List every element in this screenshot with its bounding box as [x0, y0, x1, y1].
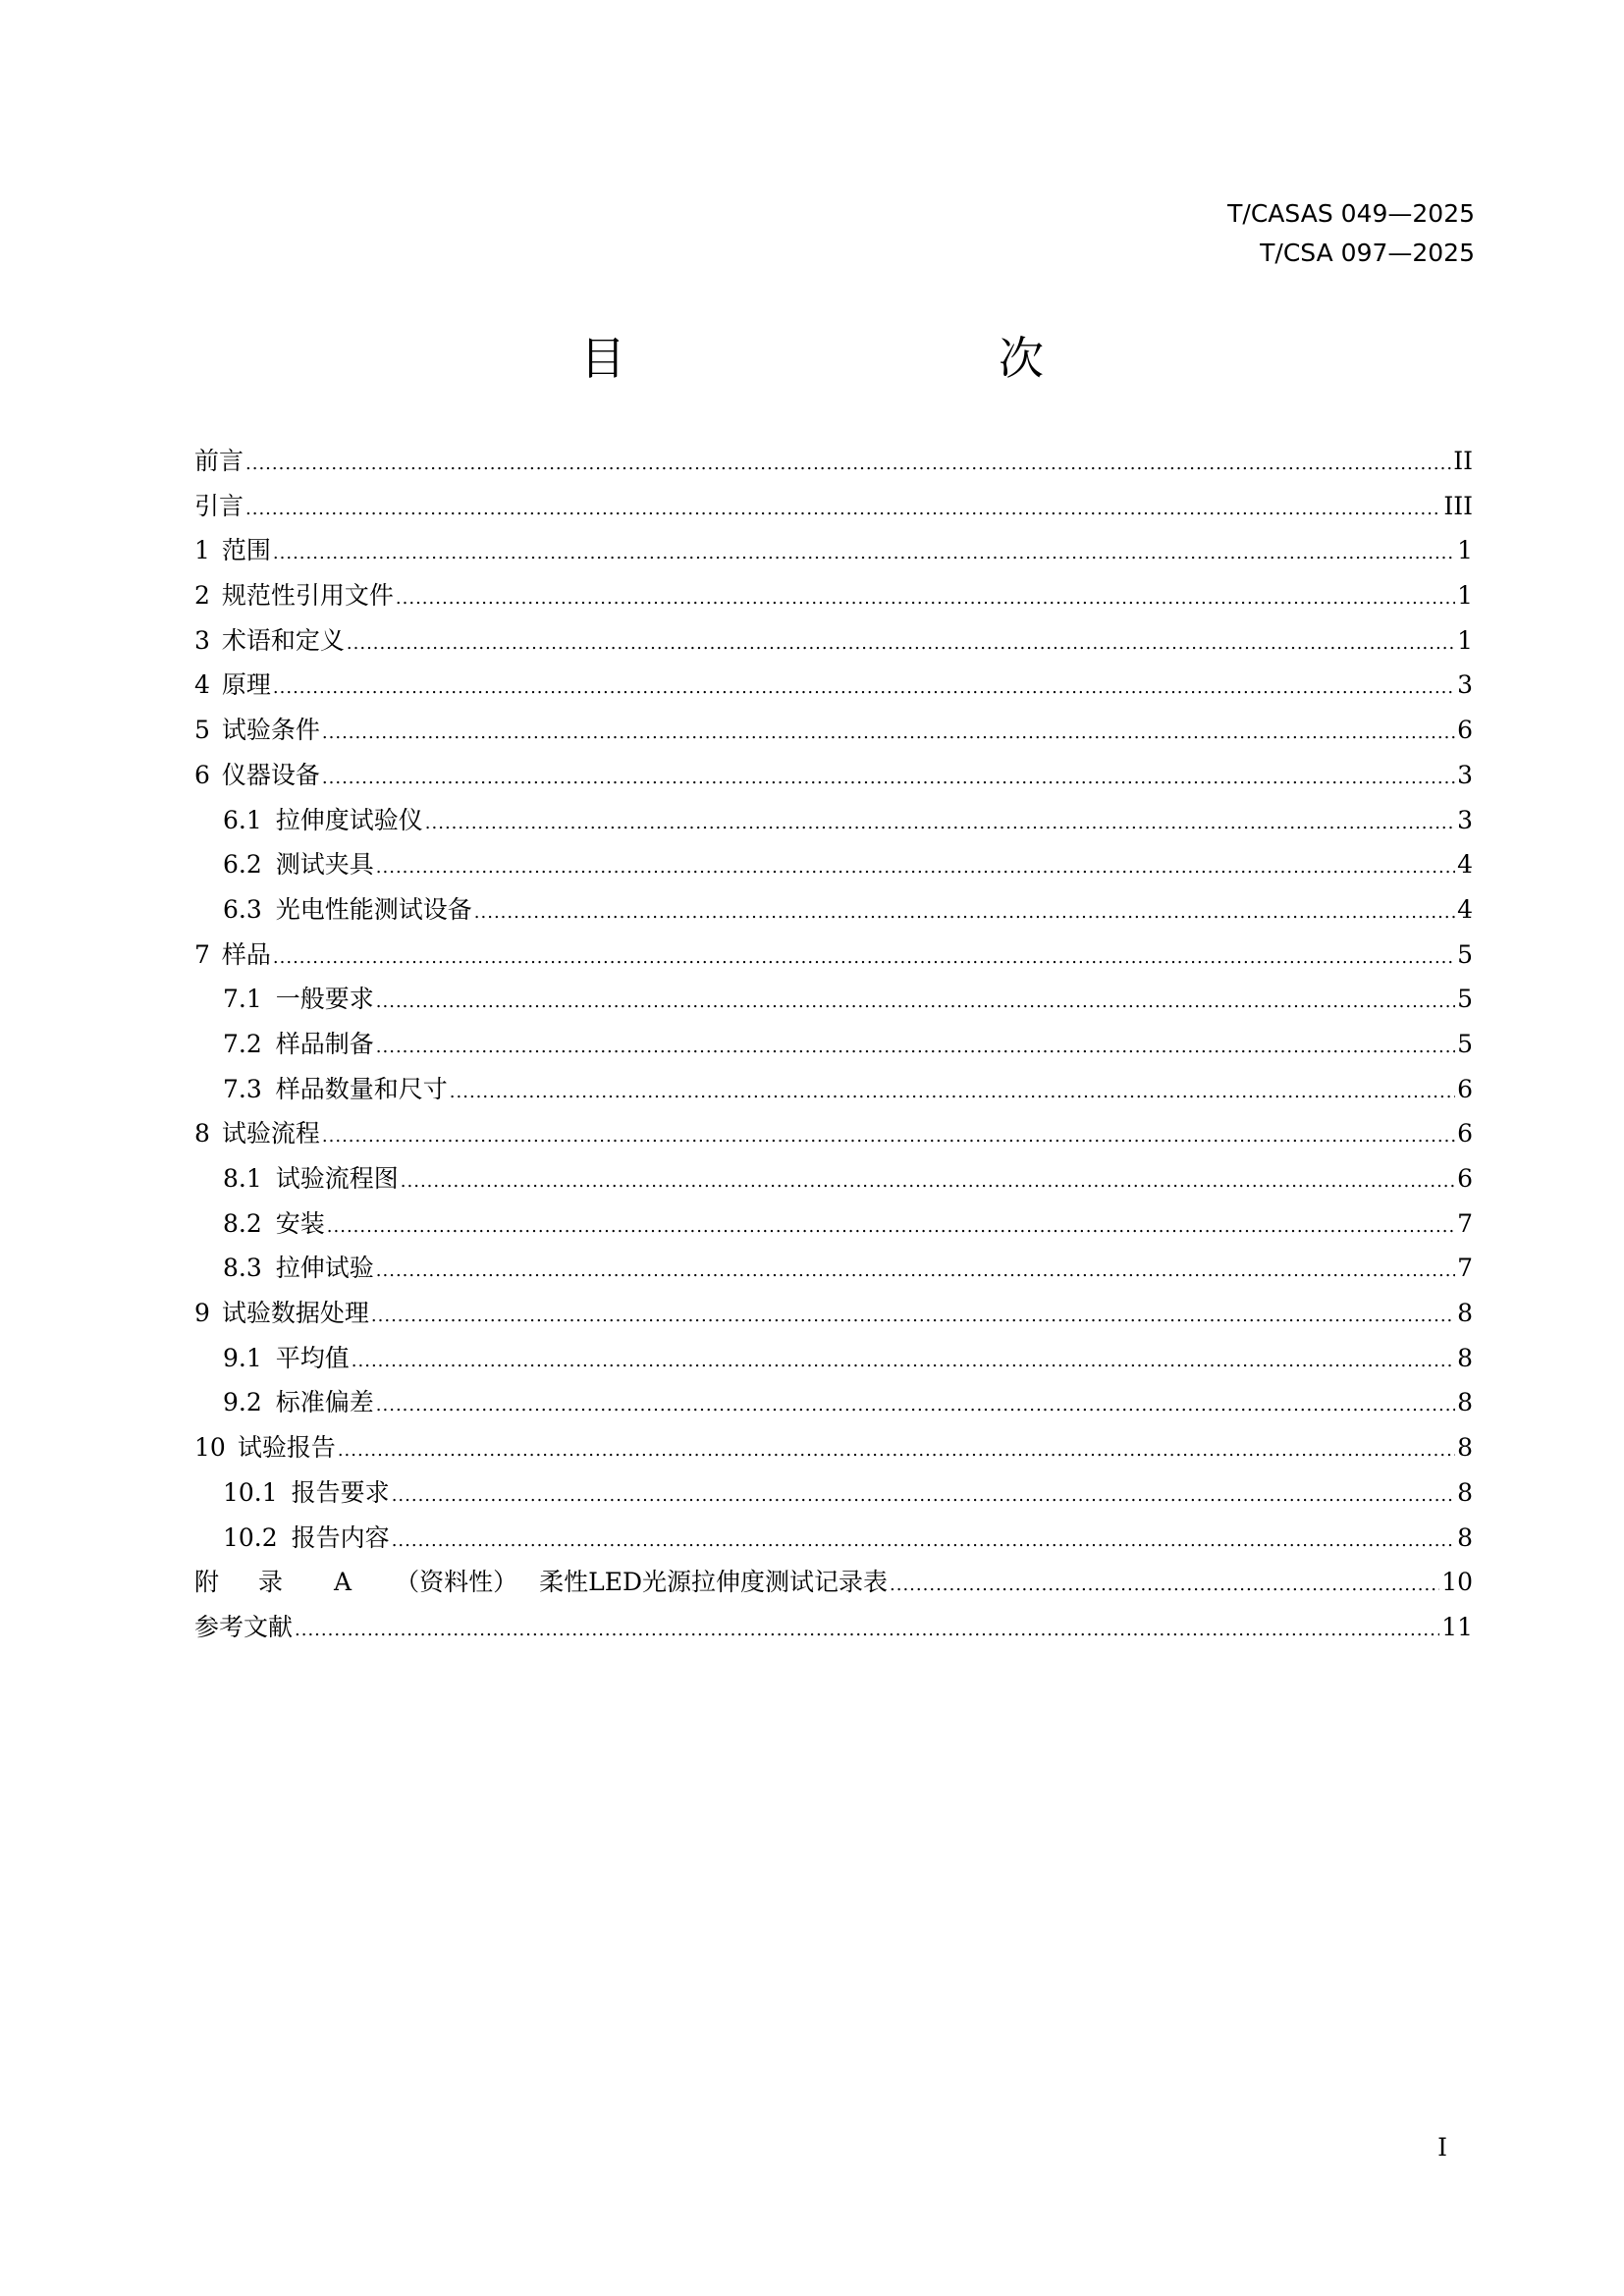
toc-entry-title: 样品制备 — [275, 1029, 374, 1058]
toc-dot-leader — [392, 1473, 1455, 1519]
toc-entry-page: 1 — [1457, 581, 1473, 611]
toc-entry-label — [223, 1246, 374, 1291]
toc-entry-number: 10.1 — [223, 1477, 278, 1507]
toc-entry-title: 报告要求 — [291, 1477, 390, 1507]
toc-entry-title: 试验数据处理 — [221, 1299, 369, 1328]
toc-entry-title: 平均值 — [275, 1343, 350, 1372]
toc-dot-leader — [273, 666, 1455, 711]
toc-entry-title: 测试夹具 — [275, 850, 374, 880]
toc-entry[interactable] — [194, 1470, 1473, 1516]
toc-entry-page: 4 — [1457, 850, 1473, 880]
toc-entry-label — [223, 1067, 448, 1112]
table-of-contents — [194, 439, 1473, 1650]
toc-entry-title: 样品 — [221, 939, 271, 969]
appendix-word-1: 附 — [194, 1568, 220, 1597]
toc-entry-title: 规范性引用文件 — [221, 581, 394, 611]
toc-entry-number: 8.3 — [223, 1254, 262, 1283]
toc-entry-page: 6 — [1457, 1119, 1473, 1148]
toc-entry-label — [194, 573, 394, 618]
toc-entry-number: 6.3 — [223, 894, 262, 924]
toc-entry-label — [223, 1336, 350, 1381]
toc-entry[interactable] — [194, 1022, 1473, 1067]
toc-entry[interactable] — [194, 887, 1473, 933]
toc-entry-title: 一般要求 — [275, 985, 374, 1014]
appendix-note: （资料性） — [395, 1568, 518, 1597]
toc-entry-label — [194, 484, 244, 529]
toc-entry[interactable] — [194, 1425, 1473, 1470]
toc-entry-number: 6.1 — [223, 805, 262, 834]
toc-dot-leader — [376, 1025, 1455, 1070]
toc-entry-page: 6 — [1457, 1074, 1473, 1103]
toc-entry-number: 6 — [194, 760, 210, 789]
toc-entry[interactable] — [194, 798, 1473, 843]
toc-entry[interactable] — [194, 528, 1473, 573]
toc-entry-label — [223, 842, 374, 887]
toc-entry-number: 4 — [194, 670, 210, 700]
toc-entry-title: 拉伸度试验仪 — [275, 805, 423, 834]
toc-entry-page: 10 — [1441, 1568, 1473, 1597]
toc-entry[interactable] — [194, 1067, 1473, 1112]
toc-dot-leader — [322, 1114, 1455, 1159]
toc-entry-number: 7.1 — [223, 985, 262, 1014]
page-number: I — [1437, 2133, 1447, 2162]
toc-entry-title: 术语和定义 — [221, 625, 345, 655]
toc-entry[interactable] — [194, 933, 1473, 978]
toc-entry-label — [223, 1470, 390, 1516]
toc-entry-number: 7.3 — [223, 1074, 262, 1103]
toc-entry-label — [194, 753, 320, 798]
toc-entry-title: 光电性能测试设备 — [275, 894, 472, 924]
toc-entry-page: 1 — [1457, 625, 1473, 655]
standard-code-casas: T/CASAS 049—2025 — [1227, 199, 1475, 228]
toc-dot-leader — [245, 442, 1451, 487]
toc-entry-title: 试验流程图 — [275, 1164, 399, 1193]
toc-dot-leader — [273, 531, 1455, 576]
toc-entry[interactable] — [194, 484, 1473, 529]
toc-entry-label — [223, 1022, 374, 1067]
toc-entry-page: 6 — [1457, 716, 1473, 745]
toc-entry-number: 5 — [194, 716, 210, 745]
toc-entry-number: 8.1 — [223, 1164, 262, 1193]
toc-entry-title: 拉伸试验 — [275, 1254, 374, 1283]
toc-entry[interactable] — [194, 1246, 1473, 1291]
toc-entry-title: 试验条件 — [221, 716, 320, 745]
toc-dot-leader — [376, 980, 1455, 1025]
toc-entry-number: 6.2 — [223, 850, 262, 880]
toc-entry-page: 8 — [1457, 1522, 1473, 1552]
toc-entry-number: 8.2 — [223, 1208, 262, 1238]
toc-entry-page: 3 — [1457, 670, 1473, 700]
toc-entry-page: 8 — [1457, 1477, 1473, 1507]
toc-entry-page: 8 — [1457, 1299, 1473, 1328]
toc-entry-page: 6 — [1457, 1164, 1473, 1193]
toc-entry-label: 参考文献 — [194, 1612, 294, 1641]
toc-entry-label — [223, 798, 423, 843]
toc-entry-number: 3 — [194, 625, 210, 655]
toc-entry-number: 9.1 — [223, 1343, 262, 1372]
toc-dot-leader — [245, 487, 1441, 532]
toc-entry[interactable] — [194, 618, 1473, 664]
toc-entry-page: 7 — [1457, 1208, 1473, 1238]
toc-entry-label — [223, 977, 374, 1022]
toc-entry-label — [194, 663, 271, 708]
toc-entry-label — [223, 1156, 399, 1201]
toc-dot-leader — [338, 1428, 1455, 1473]
toc-entry-page: III — [1443, 491, 1473, 520]
toc-entry-label — [223, 1516, 390, 1561]
toc-entry-page: 3 — [1457, 760, 1473, 789]
toc-entry-title: 样品数量和尺寸 — [275, 1074, 448, 1103]
toc-dot-leader — [401, 1159, 1455, 1204]
toc-entry-title: 前言 — [194, 447, 244, 475]
toc-entry[interactable] — [194, 977, 1473, 1022]
toc-entry-number: 10.2 — [223, 1522, 278, 1552]
toc-entry[interactable] — [194, 1291, 1473, 1336]
toc-entry-title: 试验流程 — [221, 1119, 320, 1148]
toc-dot-leader — [450, 1070, 1455, 1115]
toc-entry-appendix-a[interactable] — [194, 1560, 1473, 1605]
toc-entry[interactable] — [194, 1201, 1473, 1247]
toc-entry-number: 10 — [194, 1433, 226, 1463]
toc-entry-page: II — [1453, 447, 1473, 475]
toc-dot-leader — [347, 621, 1455, 667]
toc-entry-page: 1 — [1457, 536, 1473, 565]
toc-entry[interactable] — [194, 439, 1473, 484]
toc-dot-leader — [376, 1383, 1455, 1428]
toc-dot-leader — [352, 1339, 1455, 1384]
toc-entry-page: 7 — [1457, 1254, 1473, 1283]
toc-entry-label — [194, 933, 271, 978]
toc-entry[interactable] — [194, 1516, 1473, 1561]
toc-dot-leader — [371, 1294, 1455, 1339]
toc-entry[interactable] — [194, 1111, 1473, 1156]
toc-dot-leader — [322, 711, 1455, 756]
toc-entry-page: 5 — [1457, 1029, 1473, 1058]
toc-entry-references[interactable] — [194, 1605, 1473, 1650]
toc-entry-label — [194, 708, 320, 753]
toc-entry-label — [194, 618, 345, 664]
appendix-letter: A — [334, 1568, 352, 1597]
toc-entry-label — [223, 1380, 374, 1425]
appendix-title: 柔性LED光源拉伸度测试记录表 — [539, 1568, 889, 1597]
toc-entry[interactable] — [194, 753, 1473, 798]
toc-dot-leader — [376, 845, 1455, 890]
toc-entry[interactable] — [194, 1336, 1473, 1381]
toc-entry-number: 7 — [194, 939, 210, 969]
toc-entry-title: 原理 — [221, 670, 271, 700]
toc-entry-number: 7.2 — [223, 1029, 262, 1058]
appendix-word-2: 录 — [258, 1568, 284, 1597]
toc-dot-leader — [273, 935, 1455, 981]
toc-entry-label — [223, 887, 472, 933]
toc-dot-leader — [890, 1563, 1439, 1608]
toc-entry[interactable] — [194, 842, 1473, 887]
toc-entry-page: 4 — [1457, 894, 1473, 924]
toc-entry-page: 3 — [1457, 805, 1473, 834]
toc-entry[interactable] — [194, 1380, 1473, 1425]
toc-entry-page: 5 — [1457, 985, 1473, 1014]
toc-entry-title: 引言 — [194, 491, 244, 520]
toc-entry-number: 9.2 — [223, 1388, 262, 1417]
toc-entry-number: 2 — [194, 581, 210, 611]
toc-entry-label — [223, 1201, 325, 1247]
toc-entry-title: 仪器设备 — [221, 760, 320, 789]
toc-dot-leader — [392, 1519, 1455, 1564]
toc-entry[interactable] — [194, 663, 1473, 708]
toc-entry-title: 试验报告 — [237, 1433, 336, 1463]
toc-entry-number: 8 — [194, 1119, 210, 1148]
toc-entry-title: 报告内容 — [291, 1522, 390, 1552]
toc-entry[interactable] — [194, 708, 1473, 753]
toc-entry-title: 标准偏差 — [275, 1388, 374, 1417]
toc-entry-page: 8 — [1457, 1343, 1473, 1372]
toc-entry-label — [194, 1560, 888, 1605]
toc-entry-label — [194, 1425, 336, 1470]
toc-entry-page: 11 — [1441, 1612, 1473, 1641]
standard-codes — [1227, 194, 1475, 273]
toc-dot-leader — [474, 890, 1455, 935]
toc-dot-leader — [327, 1204, 1455, 1250]
toc-dot-leader — [425, 801, 1455, 846]
toc-entry-label — [194, 1111, 320, 1156]
toc-entry-page: 8 — [1457, 1388, 1473, 1417]
toc-dot-leader — [396, 576, 1455, 621]
toc-entry-label — [194, 1291, 369, 1336]
toc-entry[interactable] — [194, 573, 1473, 618]
toc-entry-title: 范围 — [221, 536, 271, 565]
toc-entry-page: 8 — [1457, 1433, 1473, 1463]
toc-entry-title: 安装 — [275, 1208, 325, 1238]
toc-entry-number: 1 — [194, 536, 210, 565]
standard-code-csa: T/CSA 097—2025 — [1260, 239, 1475, 267]
toc-entry-label — [194, 439, 244, 484]
toc-title: 目 次 — [580, 332, 1138, 385]
toc-entry-label — [194, 528, 271, 573]
toc-entry-number: 9 — [194, 1299, 210, 1328]
toc-entry-page: 5 — [1457, 939, 1473, 969]
toc-dot-leader — [376, 1249, 1455, 1294]
toc-dot-leader — [295, 1608, 1439, 1653]
toc-dot-leader — [322, 756, 1455, 801]
toc-entry[interactable] — [194, 1156, 1473, 1201]
